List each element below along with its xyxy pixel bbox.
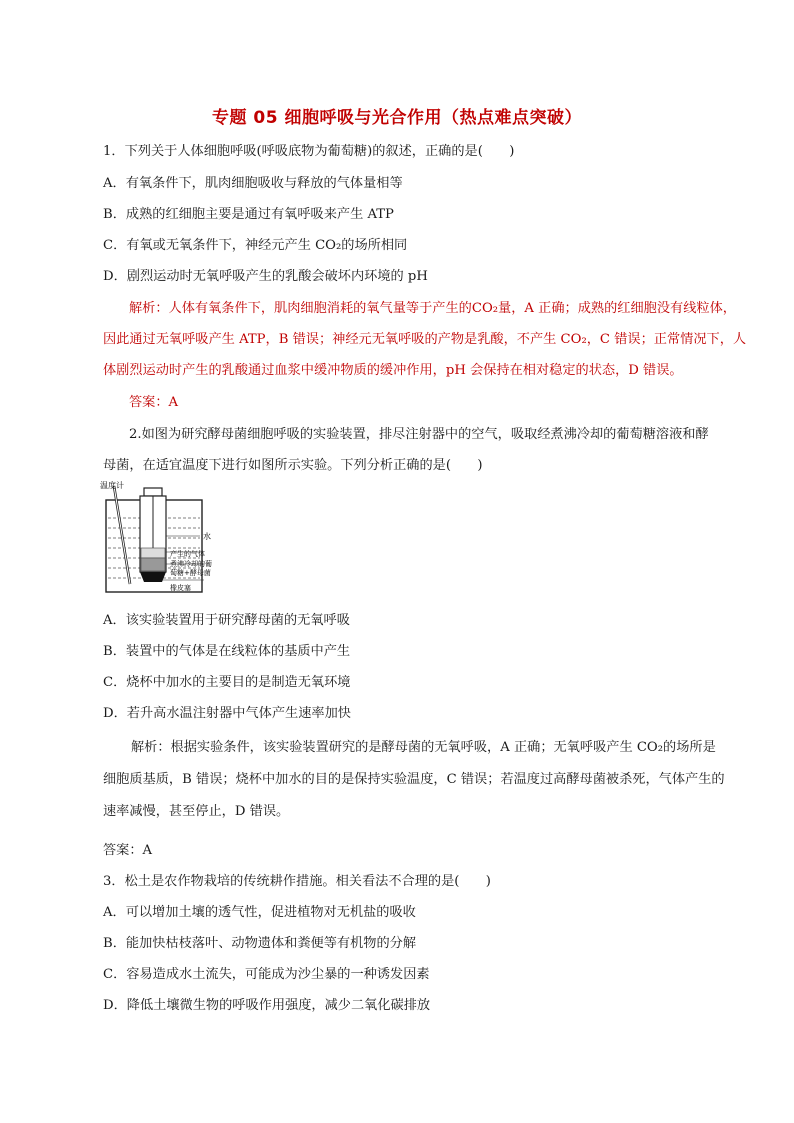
q1-stem: 1．下列关于人体细胞呼吸(呼吸底物为葡萄糖)的叙述，正确的是( ) [103, 144, 515, 159]
q2-analysis-line-3: 速率减慢，甚至停止，D 错误。 [103, 804, 290, 819]
q1-analysis-line-1: 解析：人体有氧条件下，肌肉细胞消耗的氧气量等于产生的CO₂量，A 正确；成熟的红细胞没有线粒体， [129, 301, 736, 316]
experiment-apparatus-diagram [100, 478, 232, 595]
q1-option-c: C．有氧或无氧条件下，神经元产生 CO₂的场所相同 [103, 238, 408, 253]
q1-option-b: B．成熟的红细胞主要是通过有氧呼吸来产生 ATP [103, 207, 394, 222]
q1-answer: 答案：A [129, 395, 179, 410]
q3-option-b: B．能加快枯枝落叶、动物遗体和粪便等有机物的分解 [103, 936, 417, 951]
label-gas: 产生的气体 [170, 550, 205, 558]
q3-option-d: D．降低土壤微生物的呼吸作用强度，减少二氧化碳排放 [103, 998, 431, 1013]
label-water: 水 [203, 532, 211, 541]
q1-option-d: D．剧烈运动时无氧呼吸产生的乳酸会破坏内环境的 pH [103, 269, 428, 284]
syringe-cap [144, 488, 162, 496]
q2-option-b: B．装置中的气体是在线粒体的基质中产生 [103, 644, 351, 659]
q1-analysis-line-2: 因此通过无氧呼吸产生 ATP，B 错误；神经元无氧呼吸的产物是乳酸，不产生 CO₂，C 错误；正常情况下，人 [103, 332, 747, 347]
thermometer-inner [114, 486, 130, 584]
q2-analysis-line-2: 细胞质基质，B 错误；烧杯中加水的目的是保持实验温度，C 错误；若温度过高酵母菌被杀死，气体产生的 [103, 772, 725, 787]
q2-analysis-line-1: 解析：根据实验条件，该实验装置研究的是酵母菌的无氧呼吸，A 正确；无氧呼吸产生 CO₂的场所是 [131, 740, 716, 755]
label-solution-2: 萄糖+酵母菌 [170, 569, 211, 577]
q2-option-c: C．烧杯中加水的主要目的是制造无氧环境 [103, 675, 351, 690]
label-thermometer: 温度计 [100, 481, 124, 490]
rubber-stopper [140, 572, 166, 582]
page-title: 专题 05 细胞呼吸与光合作用（热点难点突破） [212, 108, 582, 128]
q3-option-a: A．可以增加土壤的透气性，促进植物对无机盐的吸收 [103, 905, 416, 920]
q3-stem: 3．松土是农作物栽培的传统耕作措施。相关看法不合理的是( ) [103, 874, 491, 889]
q3-option-c: C．容易造成水土流失，可能成为沙尘暴的一种诱发因素 [103, 967, 430, 982]
q2-answer: 答案：A [103, 843, 153, 858]
q1-option-a: A．有氧条件下，肌肉细胞吸收与释放的气体量相等 [103, 176, 403, 191]
q2-stem-line-2: 母菌，在适宜温度下进行如图所示实验。下列分析正确的是( ) [103, 458, 483, 473]
label-stopper: 橡皮塞 [170, 584, 191, 592]
q2-option-d: D．若升高水温注射器中气体产生速率加快 [103, 706, 351, 721]
q2-stem-line-1: 2.如图为研究酵母菌细胞呼吸的实验装置，排尽注射器中的空气，吸取经煮沸冷却的葡萄糖溶液和酵 [129, 427, 709, 442]
q1-analysis-line-3: 体剧烈运动时产生的乳酸通过血浆中缓冲物质的缓冲作用，pH 会保持在相对稳定的状态，D 错误。 [103, 363, 683, 378]
syringe-solution [141, 558, 165, 571]
label-solution-1: 煮沸冷却的葡 [170, 560, 212, 568]
q2-option-a: A．该实验装置用于研究酵母菌的无氧呼吸 [103, 613, 350, 628]
syringe-gas [141, 548, 165, 558]
